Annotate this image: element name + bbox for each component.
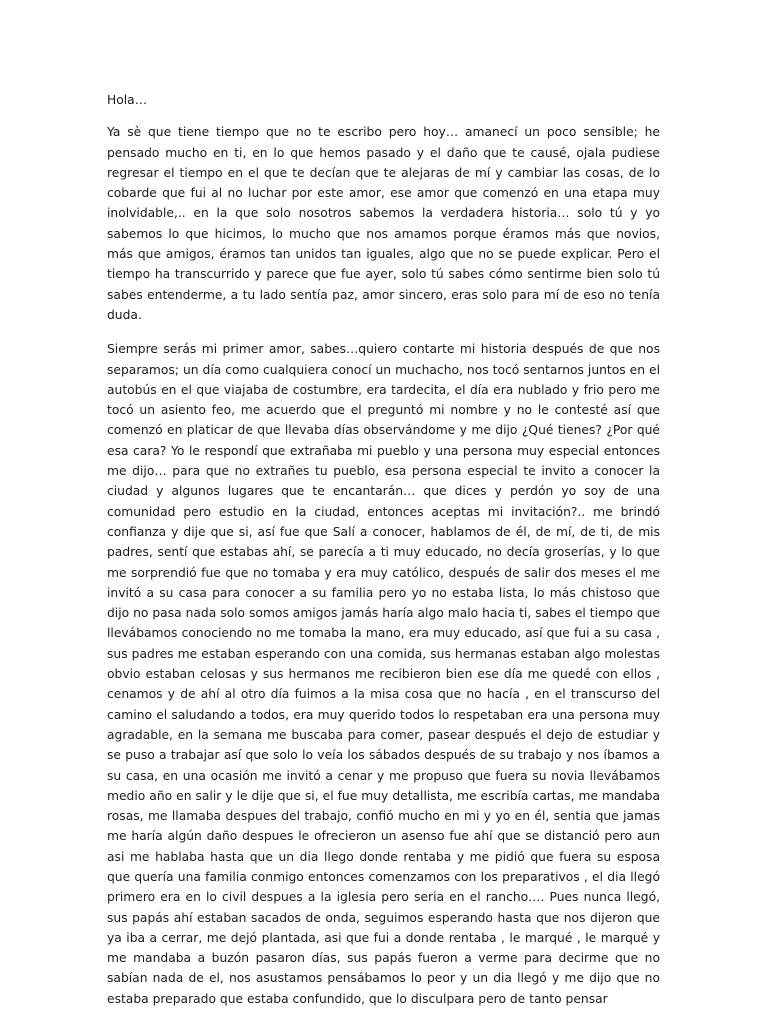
document-body: [107, 90, 660, 1023]
paragraph-1: Ya sè que tiene tiempo que no te escribo pero hoy… amanecí un poco sensible; he pensado mucho en ti, en lo que hemos pasado y el daño que te causé, ojala pudiese regresar el tiempo en el que te decían que te alejaras de mí y cambiar las cosas, de lo cobarde que fui al no luchar por este amor, ese amor que comenzó en una etapa muy inolvidable,.. en la que solo nosotros sabemos la verdadera historia… solo tú y yo sabemos lo que hicimos, lo mucho que nos amamos porque éramos más que novios, más que amigos, éramos tan unidos tan iguales, algo que no se puede explicar. Pero el tiempo ha transcurrido y parece que fue ayer, solo tú sabes cómo sentirme bien solo tú sabes entenderme, a tu lado sentía paz, amor sincero, eras solo para mí de eso no tenía duda.: [107, 125, 660, 322]
greeting-line: Hola…: [107, 93, 148, 107]
paragraph-2: Siempre serás mi primer amor, sabes…quiero contarte mi historia después de que nos separamos; un día como cualquiera conocí un muchacho, nos tocó sentarnos juntos en el autobús en el que viajaba de costumbre, era tardecita, el día era nublado y frio pero me tocó un asiento feo, me acuerdo que el preguntó mi nombre y no le contesté así que comenzó en platicar de que llevaba días observándome y me dijo ¿Qué tienes? ¿Por qué esa cara? Yo le respondí que extrañaba mi pueblo y una persona muy especial entonces me dijo… para que no extrañes tu pueblo, esa persona especial te invito a conocer la ciudad y algunos lugares que te encantarán… que dices y perdón yo soy de una comunidad pero estudio en la ciudad, entonces aceptas mi invitación?.. me brindó confianza y dije que si, así fue que Salí a conocer, hablamos de él, de mí, de ti, de mis padres, sentí que estabas ahí, se parecía a ti muy educado, no decía groserías, y lo que me sorprendió fue que no tomaba y era muy católico, después de salir dos meses el me invitó a su casa para conocer a su familia pero yo no estaba lista, lo más chistoso que dijo no pasa nada solo somos amigos jamás haría algo malo hacia ti, sabes el tiempo que llevábamos conociendo no me tomaba la mano, era muy educado, así que fui a su casa , sus padres me estaban esperando con una comida, sus hermanas estaban algo molestas obvio estaban celosas y sus hermanos me recibieron bien ese día me quedé con ellos , cenamos y de ahí al otro día fuimos a la misa cosa que no hacía , en el transcurso del camino el saludando a todos, era muy querido todos lo respetaban era una persona muy agradable, en la semana me buscaba para comer, pasear después el dejo de estudiar y se puso a trabajar así que solo lo veía los sábados después de su trabajo y nos íbamos a su casa, en una ocasión me invitó a cenar y me propuso que fuera su novia llevábamos medio año en salir y le dije que si, el fue muy detallista, me escribía cartas, me mandaba rosas, me llamaba despues del trabajo, confió mucho en mi y yo en él, sentia que jamas me haría algún daño despues le ofrecieron un asenso fue ahí que se distanció pero aun asi me hablaba hasta que un dia llego donde rentaba y me pidió que fuera su esposa que quería una familia conmigo entonces comenzamos con los preparativos , el dia llegó primero era en lo civil despues a la iglesia pero seria en el rancho…. Pues nunca llegó, sus papás ahí estaban sacados de onda, seguimos esperando hasta que nos dijeron que ya iba a cerrar, me dejó plantada, asi que fui a donde rentaba , le marqué , le marqué y me mandaba a buzón pasaron días, sus papás fueron a verme para decirme que no sabían nada de el, nos asustamos pensábamos lo peor y un dia llegó y me dijo que no estaba preparado que estaba confundido, que lo disculpara pero de tanto pensar: [107, 342, 660, 1006]
